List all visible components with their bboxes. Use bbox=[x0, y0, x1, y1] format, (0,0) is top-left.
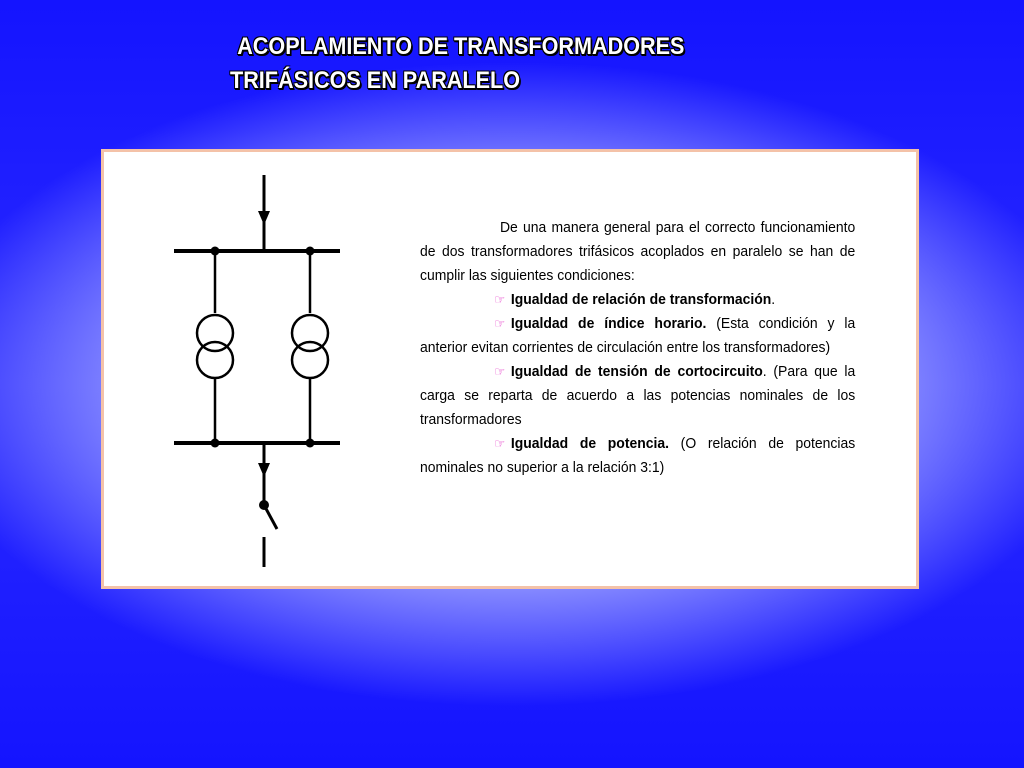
condition-title: Igualdad de relación de transformación bbox=[510, 291, 772, 308]
condition-item bbox=[420, 288, 855, 312]
pointing-hand-icon: ☞ bbox=[494, 316, 506, 331]
condition-detail: (O relación de potencias nominales no superior a la relación 3:1) bbox=[420, 435, 856, 476]
content-panel bbox=[101, 149, 919, 589]
pointing-hand-icon: ☞ bbox=[494, 292, 506, 307]
incoming-arrow bbox=[258, 211, 270, 225]
condition-title: Igualdad de potencia. bbox=[510, 435, 670, 452]
pointing-hand-icon: ☞ bbox=[494, 436, 506, 451]
conditions-text bbox=[420, 216, 855, 480]
title-line-2: TRIFÁSICOS EN PARALELO bbox=[230, 67, 521, 94]
condition-title: Igualdad de índice horario. bbox=[510, 315, 707, 332]
condition-item bbox=[420, 312, 855, 360]
bottom-node-right bbox=[306, 439, 315, 448]
title-line-1: ACOPLAMIENTO DE TRANSFORMADORES bbox=[237, 33, 685, 60]
condition-detail: (Esta condición y la anterior evitan corrientes de circulación entre los transformadores) bbox=[420, 315, 856, 356]
transformer-2-secondary bbox=[292, 342, 328, 378]
transformer-1-secondary bbox=[197, 342, 233, 378]
condition-title: Igualdad de tensión de cortocircuito bbox=[510, 363, 763, 380]
condition-detail: . (Para que la carga se reparta de acuerdo a las potencias nominales de los transformadores bbox=[420, 363, 856, 428]
pointing-hand-icon: ☞ bbox=[494, 364, 506, 379]
outgoing-arrow bbox=[258, 463, 270, 477]
bottom-node-left bbox=[211, 439, 220, 448]
switch-blade bbox=[264, 505, 277, 529]
parallel-transformers-diagram bbox=[164, 167, 364, 577]
intro-paragraph bbox=[420, 216, 855, 288]
condition-detail: . bbox=[771, 291, 776, 308]
slide-title bbox=[230, 30, 734, 98]
intro-text: De una manera general para el correcto funcionamiento de dos transformadores trifásicos acoplados en paralelo se han de cumplir las siguientes condiciones: bbox=[420, 219, 856, 284]
condition-item bbox=[420, 360, 855, 432]
condition-item bbox=[420, 432, 855, 480]
